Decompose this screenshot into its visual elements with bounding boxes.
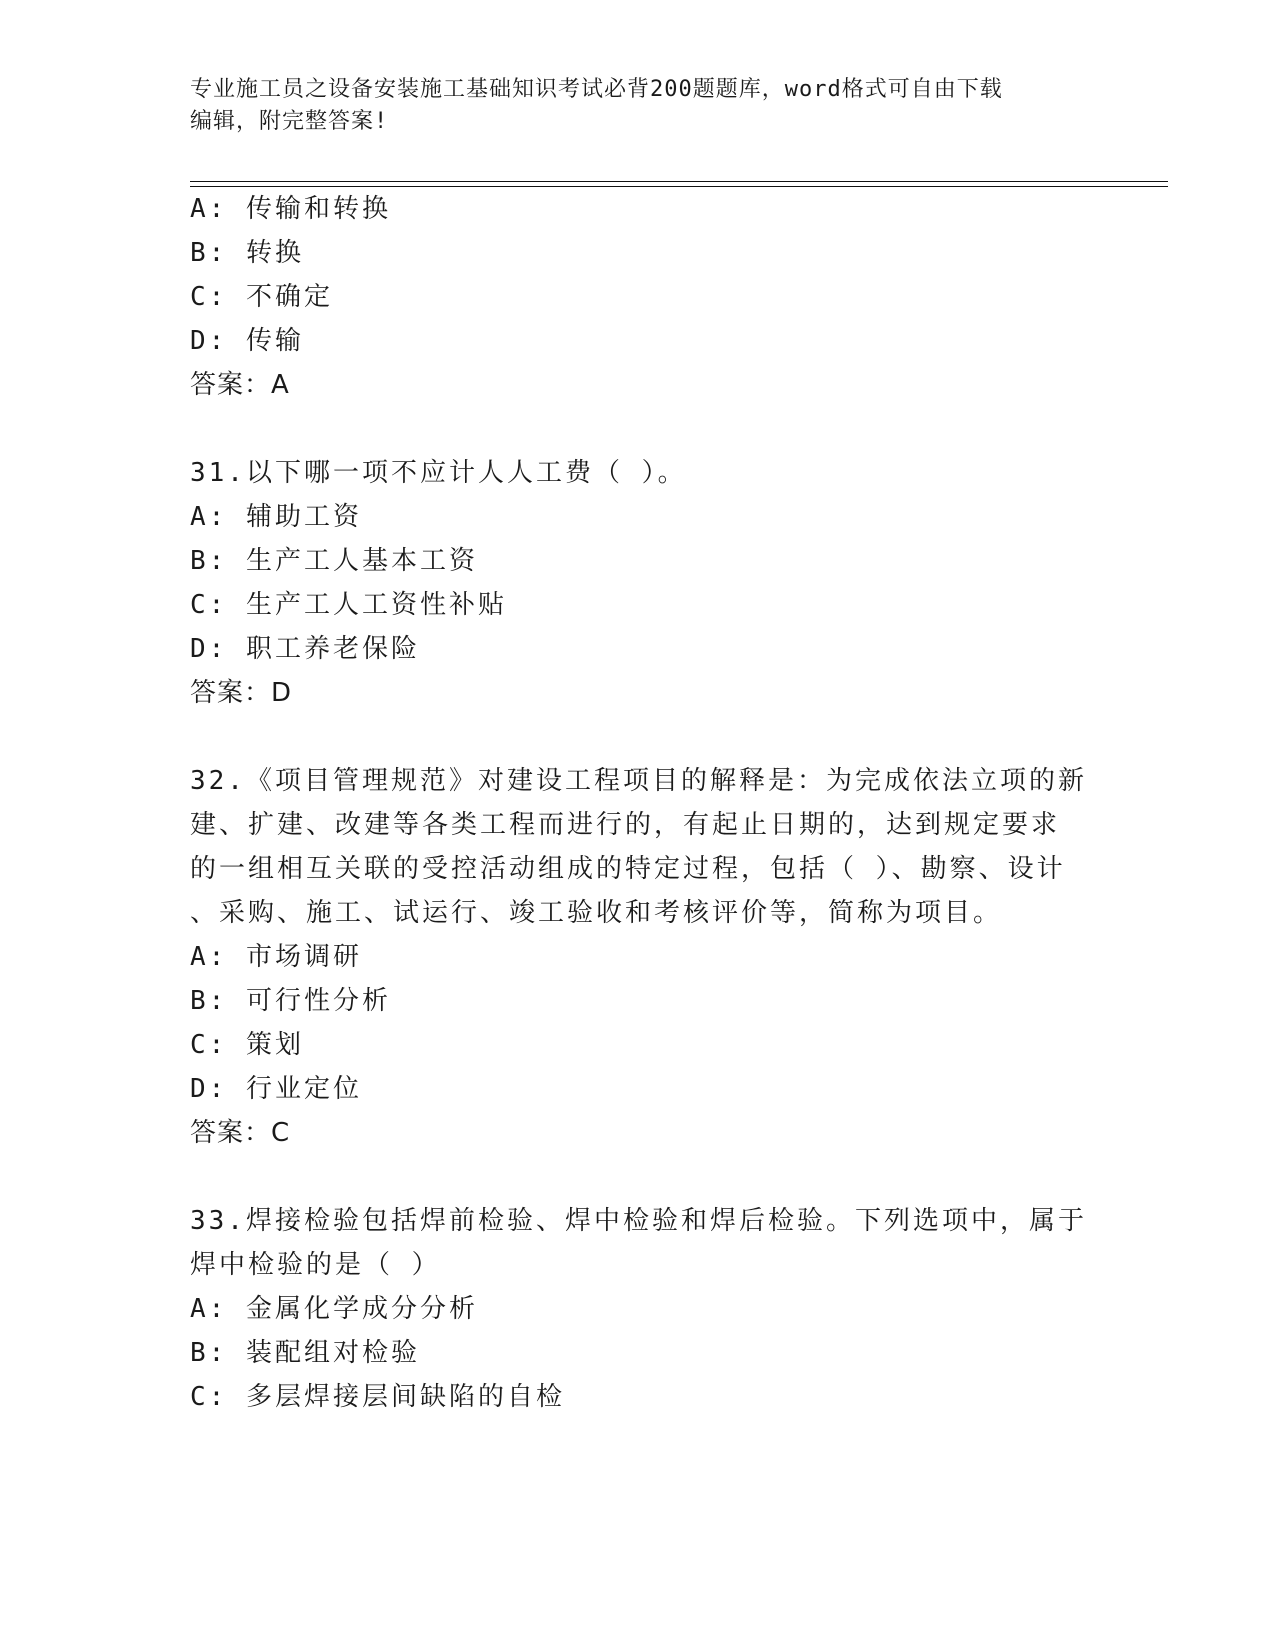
q31-option-d: D: 职工养老保险 [190, 634, 420, 664]
q30-answer: 答案：A [190, 370, 290, 400]
q31-answer: 答案：D [190, 678, 293, 708]
q31-question: 31.以下哪一项不应计人人工费（ ）。 [190, 458, 687, 488]
document-header [190, 74, 1090, 138]
q33-question-line-1: 33.焊接检验包括焊前检验、焊中检验和焊后检验。下列选项中，属于 [190, 1206, 1087, 1236]
q32-option-a: A: 市场调研 [190, 942, 362, 972]
q32-option-b: B: 可行性分析 [190, 986, 391, 1016]
q33-option-a: A: 金属化学成分分析 [190, 1294, 478, 1324]
q31-option-b: B: 生产工人基本工资 [190, 546, 478, 576]
q33-option-c: C: 多层焊接层间缺陷的自检 [190, 1382, 565, 1412]
header-line-2: 编辑，附完整答案! [190, 109, 389, 134]
header-divider-top [190, 181, 1168, 182]
q30-option-b: B: 转换 [190, 238, 304, 268]
q32-question-line-4: 、采购、施工、试运行、竣工验收和考核评价等，简称为项目。 [190, 898, 1003, 928]
q32-question-line-2: 建、扩建、改建等各类工程而进行的，有起止日期的，达到规定要求 [190, 810, 1061, 840]
q32-question-line-1: 32.《项目管理规范》对建设工程项目的解释是：为完成依法立项的新 [190, 766, 1087, 796]
q30-option-c: C: 不确定 [190, 282, 333, 312]
q30-option-d: D: 传输 [190, 326, 304, 356]
q33-question-line-2: 焊中检验的是（ ） [190, 1250, 441, 1280]
q32-question-line-3: 的一组相互关联的受控活动组成的特定过程，包括（ ）、勘察、设计 [190, 854, 1066, 884]
header-line-1: 专业施工员之设备安装施工基础知识考试必背200题题库，word格式可自由下载 [190, 77, 1003, 102]
q31-option-a: A: 辅助工资 [190, 502, 362, 532]
q31-option-c: C: 生产工人工资性补贴 [190, 590, 507, 620]
q32-answer: 答案：C [190, 1118, 291, 1148]
q30-option-a: A: 传输和转换 [190, 194, 391, 224]
q33-option-b: B: 装配组对检验 [190, 1338, 420, 1368]
q32-option-d: D: 行业定位 [190, 1074, 362, 1104]
q32-option-c: C: 策划 [190, 1030, 304, 1060]
